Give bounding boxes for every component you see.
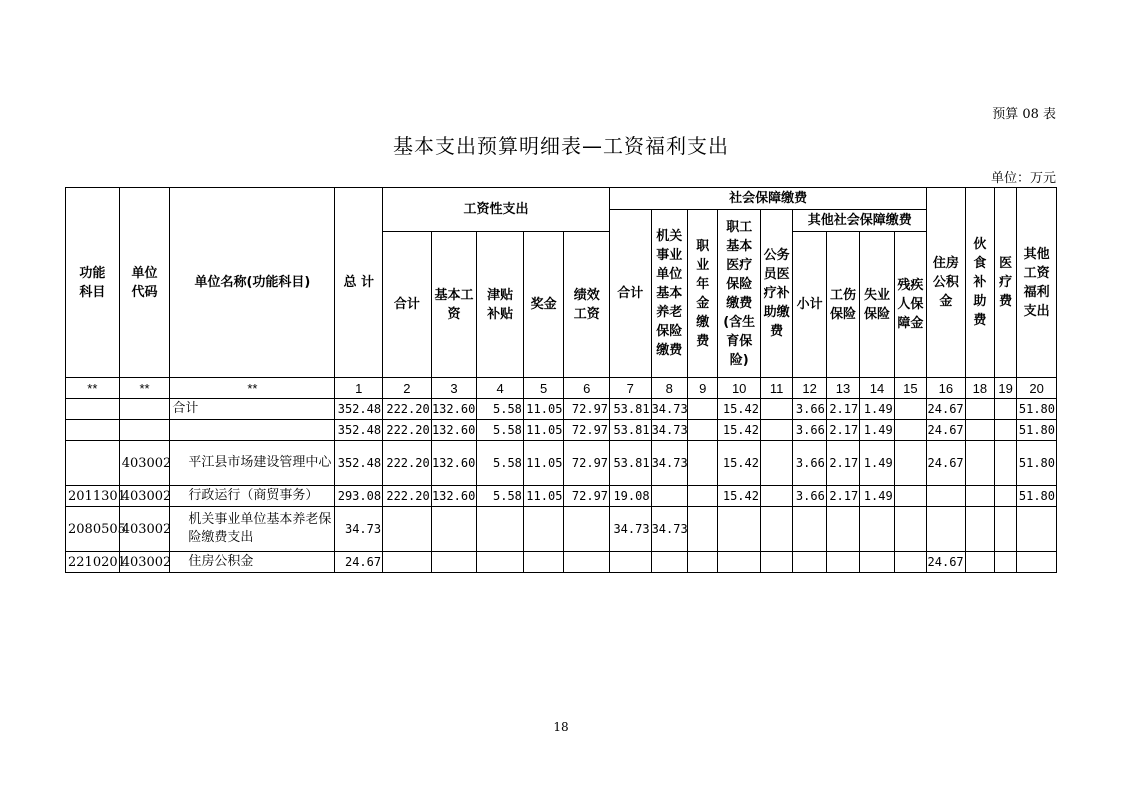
cell-medfee (995, 420, 1017, 441)
cell-medical: 15.42 (718, 441, 761, 486)
cell-basic: 132.60 (431, 486, 477, 507)
header-other-social-group: 其他社会保障缴费 (793, 210, 927, 232)
cell-pension: 34.73 (651, 441, 687, 486)
cell-allowance: 5.58 (477, 441, 524, 486)
column-number: 3 (431, 378, 477, 399)
cell-meal (965, 552, 994, 573)
cell-code: 2210201 (66, 552, 120, 573)
header-pension: 机关 事业 单位 基本 养老 保险 缴费 (651, 210, 687, 378)
column-number: 14 (860, 378, 894, 399)
header-annuity: 职业 年金 缴费 (688, 210, 718, 378)
cell-civil-medical (760, 486, 792, 507)
header-injury: 工伤 保险 (826, 232, 859, 378)
cell-meal (965, 420, 994, 441)
cell-performance (564, 507, 610, 552)
cell-disability (894, 420, 926, 441)
cell-allowance (477, 552, 524, 573)
header-allowance: 津贴 补贴 (477, 232, 524, 378)
cell-medical: 15.42 (718, 399, 761, 420)
cell-injury (826, 552, 859, 573)
cell-other-welfare: 51.80 (1017, 441, 1057, 486)
table-row (66, 420, 1057, 441)
header-basic-wage: 基本工 资 (431, 232, 477, 378)
cell-annuity (688, 552, 718, 573)
cell-meal (965, 486, 994, 507)
cell-name (170, 420, 335, 441)
table-row (66, 399, 1057, 420)
cell-medical: 15.42 (718, 486, 761, 507)
header-wage-total: 合计 (383, 232, 432, 378)
cell-other-subtotal: 3.66 (793, 420, 826, 441)
header-civil-medical: 公务 员医 疗补 助缴 费 (760, 210, 792, 378)
cell-code (66, 420, 120, 441)
cell-code (66, 399, 120, 420)
cell-annuity (688, 420, 718, 441)
header-other-welfare: 其他 工资 福利 支出 (1017, 188, 1057, 378)
table-row (66, 486, 1057, 507)
cell-housing: 24.67 (927, 399, 966, 420)
cell-wage-total: 222.20 (383, 486, 432, 507)
cell-annuity (688, 399, 718, 420)
cell-injury: 2.17 (826, 441, 859, 486)
column-number: 4 (477, 378, 524, 399)
cell-medfee (995, 486, 1017, 507)
cell-injury: 2.17 (826, 420, 859, 441)
cell-medical (718, 552, 761, 573)
cell-housing (927, 507, 966, 552)
cell-total: 24.67 (335, 552, 383, 573)
header-func-code: 功能 科目 (66, 188, 120, 378)
budget-table (65, 187, 1057, 573)
cell-annuity (688, 486, 718, 507)
cell-performance: 72.97 (564, 420, 610, 441)
cell-pension (651, 486, 687, 507)
column-number: 7 (610, 378, 652, 399)
cell-name: 住房公积金 (170, 552, 335, 573)
cell-wage-total (383, 507, 432, 552)
column-number: 19 (995, 378, 1017, 399)
cell-social-total: 19.08 (610, 486, 652, 507)
header-meal-subsidy: 伙 食 补 助 费 (965, 188, 994, 378)
cell-unit: 403002 (119, 507, 170, 552)
cell-other-subtotal (793, 552, 826, 573)
table-row (66, 441, 1057, 486)
cell-bonus: 11.05 (523, 441, 564, 486)
column-number: 6 (564, 378, 610, 399)
cell-social-total (610, 552, 652, 573)
cell-code: 2080505 (66, 507, 120, 552)
cell-annuity (688, 441, 718, 486)
cell-civil-medical (760, 420, 792, 441)
cell-medfee (995, 552, 1017, 573)
column-number: 11 (760, 378, 792, 399)
cell-name: 行政运行（商贸事务） (170, 486, 335, 507)
column-number: 8 (651, 378, 687, 399)
cell-basic: 132.60 (431, 399, 477, 420)
cell-unemployment: 1.49 (860, 399, 894, 420)
cell-other-subtotal: 3.66 (793, 486, 826, 507)
cell-performance: 72.97 (564, 399, 610, 420)
cell-other-welfare (1017, 507, 1057, 552)
cell-pension (651, 552, 687, 573)
column-number: 12 (793, 378, 826, 399)
cell-total: 352.48 (335, 420, 383, 441)
cell-unit: 403002 (119, 441, 170, 486)
column-number: 10 (718, 378, 761, 399)
cell-unit (119, 399, 170, 420)
cell-social-total: 53.81 (610, 420, 652, 441)
cell-total: 293.08 (335, 486, 383, 507)
cell-other-welfare (1017, 552, 1057, 573)
header-performance: 绩效 工资 (564, 232, 610, 378)
column-number: 5 (523, 378, 564, 399)
cell-basic (431, 507, 477, 552)
column-number: 2 (383, 378, 432, 399)
cell-other-subtotal (793, 507, 826, 552)
column-number: ** (170, 378, 335, 399)
header-medical: 职工 基本 医疗 保险 缴费 (含生 育保 险) (718, 210, 761, 378)
header-other-subtotal: 小计 (793, 232, 826, 378)
cell-medical: 15.42 (718, 420, 761, 441)
cell-allowance (477, 507, 524, 552)
cell-unit: 403002 (119, 552, 170, 573)
cell-unemployment (860, 507, 894, 552)
cell-injury (826, 507, 859, 552)
cell-medical (718, 507, 761, 552)
header-unit-code: 单位 代码 (119, 188, 170, 378)
cell-housing (927, 486, 966, 507)
page-number: 18 (553, 720, 569, 734)
header-unit-name: 单位名称(功能科目) (170, 188, 335, 378)
cell-disability (894, 441, 926, 486)
cell-civil-medical (760, 399, 792, 420)
cell-social-total: 53.81 (610, 399, 652, 420)
cell-performance (564, 552, 610, 573)
cell-unit (119, 420, 170, 441)
cell-allowance: 5.58 (477, 399, 524, 420)
cell-wage-total (383, 552, 432, 573)
cell-meal (965, 507, 994, 552)
cell-other-welfare: 51.80 (1017, 420, 1057, 441)
header-total: 总 计 (335, 188, 383, 378)
header-social-total: 合计 (610, 210, 652, 378)
cell-other-welfare: 51.80 (1017, 399, 1057, 420)
unit-label: 单位：万元 (990, 171, 1056, 186)
column-number: 15 (894, 378, 926, 399)
cell-housing: 24.67 (927, 552, 966, 573)
cell-other-welfare: 51.80 (1017, 486, 1057, 507)
cell-disability (894, 399, 926, 420)
cell-bonus (523, 552, 564, 573)
cell-injury: 2.17 (826, 486, 859, 507)
cell-disability (894, 552, 926, 573)
cell-allowance: 5.58 (477, 486, 524, 507)
header-housing-fund: 住房 公积 金 (927, 188, 966, 378)
cell-pension: 34.73 (651, 507, 687, 552)
cell-name: 平江县市场建设管理中心 (170, 441, 335, 486)
cell-injury: 2.17 (826, 399, 859, 420)
column-number: ** (119, 378, 170, 399)
cell-civil-medical (760, 441, 792, 486)
cell-wage-total: 222.20 (383, 441, 432, 486)
cell-unemployment: 1.49 (860, 441, 894, 486)
cell-civil-medical (760, 552, 792, 573)
form-number: 预算 08 表 (992, 107, 1056, 122)
cell-basic: 132.60 (431, 441, 477, 486)
cell-disability (894, 507, 926, 552)
cell-basic: 132.60 (431, 420, 477, 441)
cell-social-total: 53.81 (610, 441, 652, 486)
cell-basic (431, 552, 477, 573)
cell-bonus: 11.05 (523, 420, 564, 441)
page-title: 基本支出预算明细表—工资福利支出 (393, 134, 729, 158)
cell-civil-medical (760, 507, 792, 552)
cell-meal (965, 441, 994, 486)
cell-other-subtotal: 3.66 (793, 399, 826, 420)
cell-bonus: 11.05 (523, 399, 564, 420)
cell-total: 34.73 (335, 507, 383, 552)
cell-meal (965, 399, 994, 420)
column-number: 18 (965, 378, 994, 399)
cell-unemployment: 1.49 (860, 420, 894, 441)
cell-unemployment: 1.49 (860, 486, 894, 507)
cell-housing: 24.67 (927, 441, 966, 486)
cell-unit: 403002 (119, 486, 170, 507)
cell-bonus: 11.05 (523, 486, 564, 507)
column-number: 13 (826, 378, 859, 399)
column-number: 1 (335, 378, 383, 399)
cell-medfee (995, 399, 1017, 420)
column-number: ** (66, 378, 120, 399)
cell-social-total: 34.73 (610, 507, 652, 552)
cell-code: 2011301 (66, 486, 120, 507)
column-number: 9 (688, 378, 718, 399)
table-row (66, 507, 1057, 552)
cell-name: 机关事业单位基本养老保险缴费支出 (170, 507, 335, 552)
cell-code (66, 441, 120, 486)
cell-wage-total: 222.20 (383, 420, 432, 441)
cell-bonus (523, 507, 564, 552)
cell-annuity (688, 507, 718, 552)
table-row (66, 552, 1057, 573)
header-disability: 残疾 人保 障金 (894, 232, 926, 378)
cell-medfee (995, 507, 1017, 552)
cell-total: 352.48 (335, 399, 383, 420)
header-social-group: 社会保障缴费 (610, 188, 927, 210)
cell-wage-total: 222.20 (383, 399, 432, 420)
cell-performance: 72.97 (564, 486, 610, 507)
column-number: 20 (1017, 378, 1057, 399)
column-number-row (66, 378, 1057, 399)
cell-performance: 72.97 (564, 441, 610, 486)
cell-allowance: 5.58 (477, 420, 524, 441)
cell-total: 352.48 (335, 441, 383, 486)
column-number: 16 (927, 378, 966, 399)
header-unemployment: 失业 保险 (860, 232, 894, 378)
cell-disability (894, 486, 926, 507)
cell-other-subtotal: 3.66 (793, 441, 826, 486)
cell-pension: 34.73 (651, 420, 687, 441)
header-wage-group: 工资性支出 (383, 188, 610, 232)
cell-name: 合计 (170, 399, 335, 420)
cell-pension: 34.73 (651, 399, 687, 420)
cell-housing: 24.67 (927, 420, 966, 441)
cell-unemployment (860, 552, 894, 573)
cell-medfee (995, 441, 1017, 486)
header-medical-fee: 医 疗 费 (995, 188, 1017, 378)
header-bonus: 奖金 (523, 232, 564, 378)
